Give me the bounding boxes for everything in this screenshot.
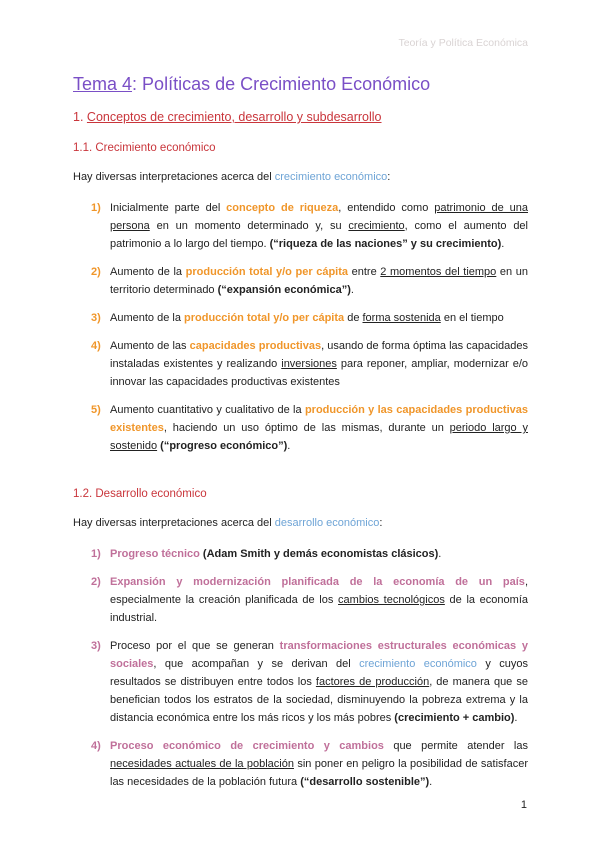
list-item: 2) Expansión y modernización planificada de la economía de un país, especialmente la creación planificada de los cambios tecnológicos de la economía industrial.: [91, 576, 528, 624]
desarrollo-list: [91, 545, 528, 791]
intro-crecimiento: Hay diversas interpretaciones acerca del crecimiento económico:: [73, 171, 391, 183]
list-item: 1) Progreso técnico (Adam Smith y demás economistas clásicos).: [91, 548, 442, 560]
list-item: 3) Proceso por el que se generan transformaciones estructurales económicas y sociales, que acompañan y se derivan del crecimiento económico y cuyos resultados se distribuyen entre todos los factores de producción, de manera que se benefician todos los estratos de la sociedad, disminuyendo la pobreza extrema y la distancia económica entre los más ricos y los más pobres (crecimiento + cambio).: [91, 640, 528, 724]
title-text: Políticas de Crecimiento Económico: [142, 74, 431, 94]
list-item: 5) Aumento cuantitativo y cualitativo de la producción y las capacidades productivas existentes, haciendo un uso óptimo de las mismas, durante un periodo largo y sostenido (“progreso económico”).: [91, 404, 528, 452]
section-title: Conceptos de crecimiento, desarrollo y subdesarrollo: [86, 110, 382, 124]
page-title: Tema 4: Políticas de Crecimiento Económico: [73, 74, 431, 94]
running-header: Teoría y Política Económica: [398, 37, 528, 49]
list-item: 4) Proceso económico de crecimiento y cambios que permite atender las necesidades actuales de la población sin poner en peligro la posibilidad de satisfacer las necesidades de la población futura (“desarrollo sostenible”).: [91, 740, 528, 788]
page-number: 1: [520, 799, 527, 811]
list-item: 2) Aumento de la producción total y/o per cápita entre 2 momentos del tiempo en un territorio determinado (“expansión económica”).: [91, 266, 528, 296]
section-heading: [73, 110, 382, 124]
list-item: 4) Aumento de las capacidades productivas, usando de forma óptima las capacidades instaladas existentes y realizando inversiones para reponer, ampliar, modernizar e/o innovar las capacidades productivas existentes: [91, 340, 528, 388]
subsection-heading-desarrollo: 1.2. Desarrollo económico: [73, 488, 207, 500]
section-number: 1.: [73, 110, 84, 124]
subsection-heading-crecimiento: 1.1. Crecimiento económico: [73, 142, 216, 154]
intro-desarrollo: Hay diversas interpretaciones acerca del desarrollo económico:: [73, 517, 383, 529]
crecimiento-list: [91, 199, 528, 455]
list-item: 1) Inicialmente parte del concepto de riqueza, entendido como patrimonio de una persona en un momento determinado y, su crecimiento, como el aumento del patrimonio a lo largo del tiempo. (“riqueza de las naciones” y su crecimiento).: [91, 202, 528, 250]
title-tema: Tema 4: [73, 74, 133, 94]
list-item: 3) Aumento de la producción total y/o per cápita de forma sostenida en el tiempo: [91, 312, 504, 324]
